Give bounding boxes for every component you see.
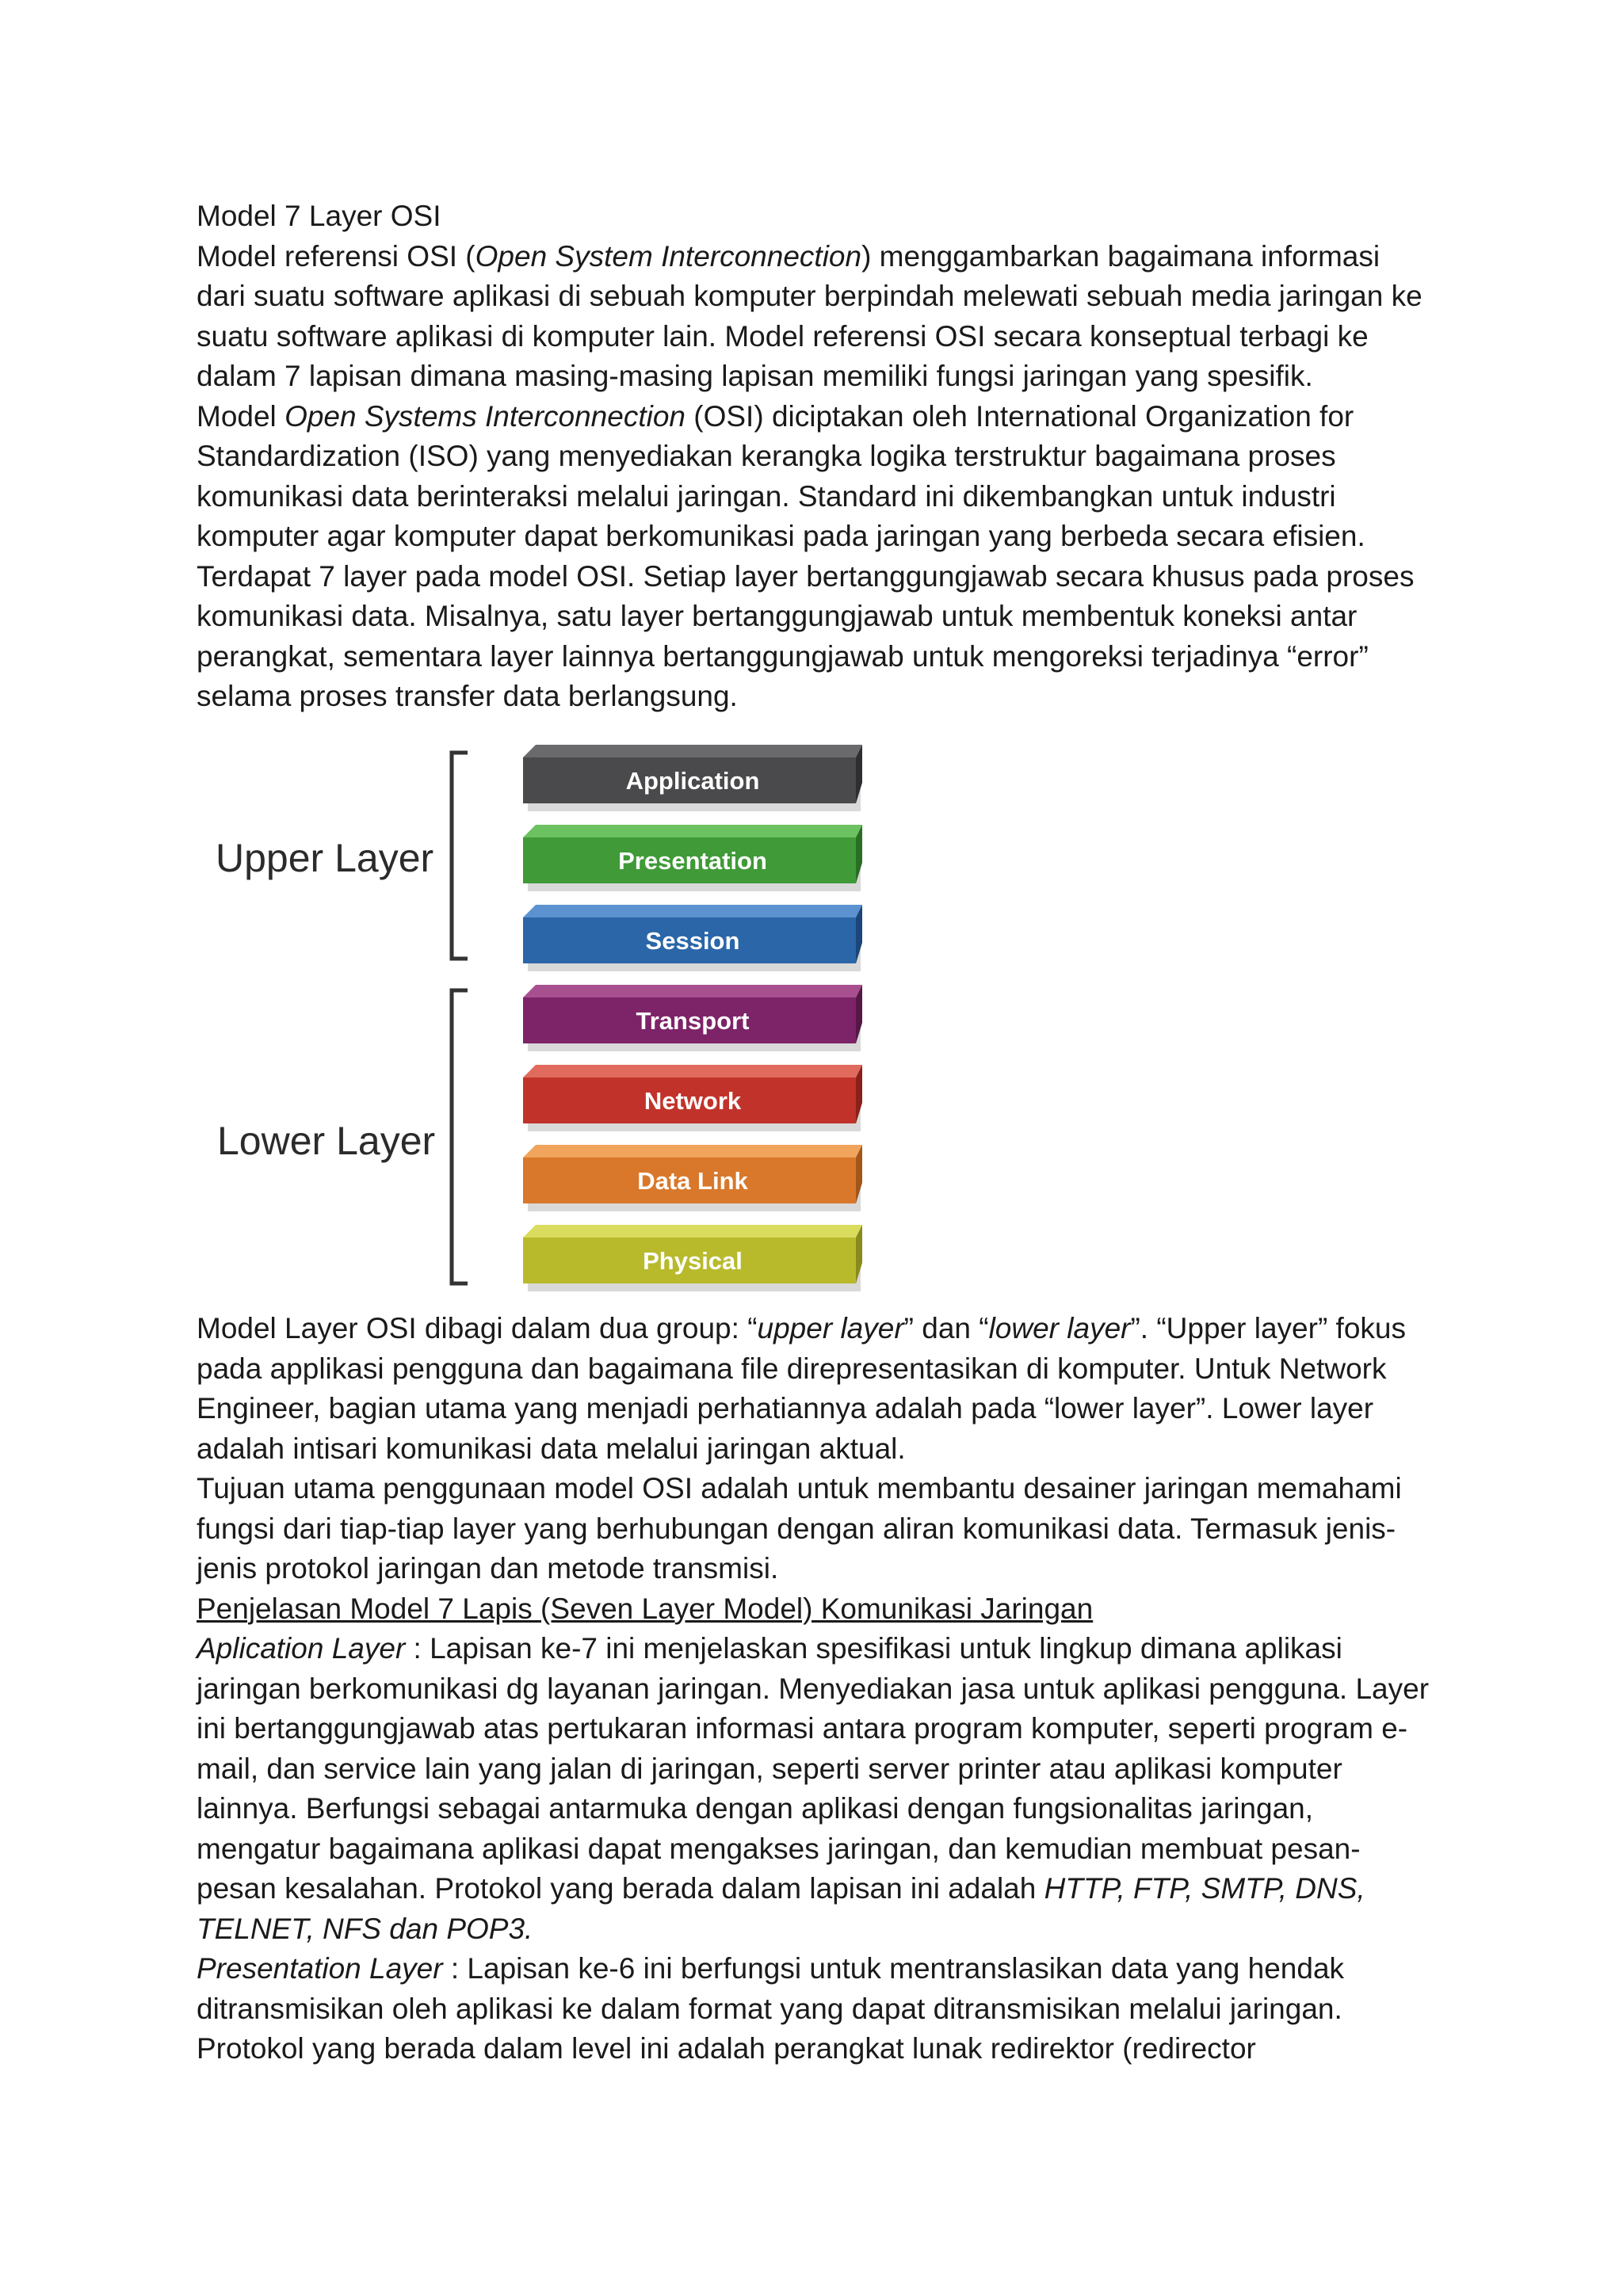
italic-term: Open Systems Interconnection: [285, 399, 685, 433]
upper-bracket: [452, 753, 468, 959]
intro-section: [197, 196, 1433, 717]
layer-top-face: [523, 905, 862, 917]
osi-layer-block: [523, 905, 862, 971]
italic-term: lower layer: [988, 1312, 1131, 1344]
layer-label: Data Link: [637, 1167, 748, 1195]
italic-term: upper layer: [757, 1312, 904, 1344]
layer-label: Physical: [643, 1247, 743, 1275]
layer-top-face: [523, 825, 862, 837]
italic-term: Open System Interconnection: [475, 239, 862, 273]
osi-layer-block: [523, 985, 862, 1051]
layer-label: Session: [645, 927, 740, 955]
text-run: (OSI) diciptakan oleh International Organization for Standardization (ISO) yang menyediakan kerangka logika terstruktur bagaimana proses komunikasi data berinteraksi melalui jaringan. Standard ini dikembangkan untuk industri komputer agar komputer dapat berkomunikasi pada jaringan yang berbeda secara efisien.: [197, 399, 1365, 552]
layer-label: Network: [643, 1087, 742, 1115]
layer-top-face: [523, 745, 862, 757]
osi-layer-block: [523, 1225, 862, 1291]
text-run: ) menggambarkan bagaimana informasi dari suatu software aplikasi di sebuah komputer berpindah melewati sebuah media jaringan ke suatu software aplikasi di komputer lain. Model referensi OSI secara konseptual terbagi ke dalam 7 lapisan dimana masing-masing lapisan memiliki fungsi jaringan yang spesifik.: [197, 239, 1423, 392]
layer-label: Application: [625, 767, 760, 795]
lower-layer-label: Lower Layer: [217, 1119, 436, 1163]
layer-top-face: [523, 1065, 862, 1077]
italic-term: Aplication Layer: [197, 1632, 406, 1665]
text-run: Model: [197, 399, 285, 433]
application-layer-paragraph: [197, 1629, 1433, 1949]
layer-stack: [523, 745, 862, 1291]
upper-layer-label: Upper Layer: [216, 836, 434, 880]
lower-bracket: [452, 990, 468, 1283]
body-paragraph-1: [197, 1309, 1433, 1469]
intro-paragraph-1: [197, 237, 1433, 397]
intro-paragraph-2: [197, 397, 1433, 557]
presentation-layer-paragraph: [197, 1949, 1433, 2069]
text-run: Model Layer OSI dibagi dalam dua group: “: [197, 1312, 758, 1344]
osi-layer-block: [523, 825, 862, 891]
osi-layer-diagram: [206, 729, 888, 1299]
osi-diagram-svg: [206, 729, 888, 1299]
body-paragraph-2: Tujuan utama penggunaan model OSI adalah untuk membantu desainer jaringan memahami fungsi dari tiap-tiap layer yang berhubungan dengan aliran komunikasi data. Termasuk jenis-jenis protokol jaringan dan metode transmisi.: [197, 1472, 1402, 1585]
text-run: : Lapisan ke-6 ini berfungsi untuk mentranslasikan data yang hendak ditransmisikan oleh aplikasi ke dalam format yang dapat ditransmisikan melalui jaringan. Protokol yang berada dalam level ini adalah perangkat lunak redirektor (redirector: [197, 1952, 1345, 2065]
text-run: : Lapisan ke-7 ini menjelaskan spesifikasi untuk lingkup dimana aplikasi jaringan berkomunikasi dg layanan jaringan. Menyediakan jasa untuk aplikasi pengguna. Layer ini bertanggungjawab atas pertukaran informasi antara program komputer, seperti program e-mail, dan service lain yang jalan di jaringan, seperti server printer atau aplikasi komputer lainnya. Berfungsi sebagai antarmuka dengan aplikasi dengan fungsionalitas jaringan, mengatur bagaimana aplikasi dapat mengakses jaringan, dan kemudian membuat pesan-pesan kesalahan. Protokol yang berada dalam lapisan ini adalah: [197, 1632, 1430, 1905]
layer-top-face: [523, 1145, 862, 1158]
layer-label: Presentation: [618, 847, 767, 875]
section-heading: Penjelasan Model 7 Lapis (Seven Layer Model) Komunikasi Jaringan: [197, 1592, 1094, 1625]
intro-paragraph-3: Terdapat 7 layer pada model OSI. Setiap layer bertanggungjawab secara khusus pada proses komunikasi data. Misalnya, satu layer bertanggungjawab untuk membentuk koneksi antar perangkat, sementara layer lainnya bertanggungjawab untuk mengoreksi terjadinya “error” selama proses transfer data berlangsung.: [197, 559, 1415, 712]
body-section: [197, 1309, 1433, 2069]
text-run: ”. “Upper layer” fokus pada applikasi pengguna dan bagaimana file direpresentasikan di komputer. Untuk Network Engineer, bagian utama yang menjadi perhatiannya adalah pada “lower layer”. Lower layer adalah intisari komunikasi data melalui jaringan aktual.: [197, 1312, 1406, 1465]
osi-layer-block: [523, 745, 862, 811]
document-title: Model 7 Layer OSI: [197, 200, 441, 232]
text-run: Model referensi OSI (: [197, 239, 475, 273]
osi-layer-block: [523, 1065, 862, 1131]
italic-term: Presentation Layer: [197, 1952, 443, 1985]
layer-label: Transport: [636, 1007, 750, 1035]
layer-top-face: [523, 1225, 862, 1238]
osi-layer-block: [523, 1145, 862, 1211]
italic-term: HTTP, FTP, SMTP, DNS, TELNET, NFS dan POP3.: [197, 1872, 1365, 1945]
layer-top-face: [523, 985, 862, 997]
text-run: ” dan “: [903, 1312, 989, 1344]
